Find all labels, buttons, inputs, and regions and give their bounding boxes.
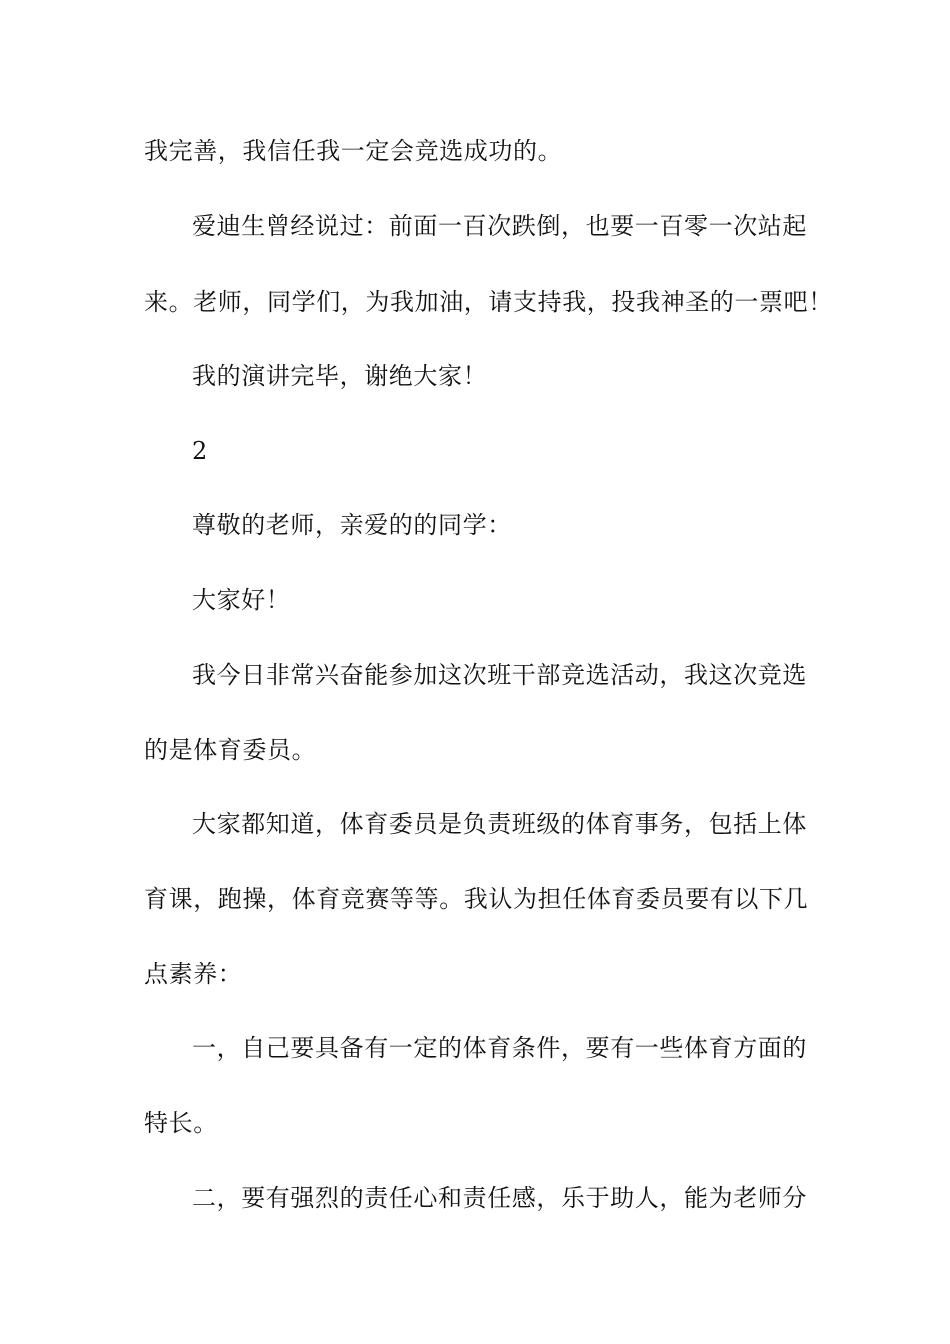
text-line: 尊敬的老师，亲爱的的同学： bbox=[192, 511, 512, 539]
text-line: 我今日非常兴奋能参加这次班干部竞选活动，我这次竞选 bbox=[192, 661, 807, 689]
text-line: 二，要有强烈的责任心和责任感，乐于助人，能为老师分 bbox=[192, 1184, 807, 1212]
section-number: 2 bbox=[192, 437, 208, 465]
text-line: 特长。 bbox=[144, 1109, 218, 1137]
text-line: 我完善，我信任我一定会竞选成功的。 bbox=[144, 137, 563, 165]
text-line: 的是体育委员。 bbox=[144, 736, 317, 764]
text-line: 爱迪生曾经说过：前面一百次跌倒，也要一百零一次站起 bbox=[192, 212, 807, 240]
text-line: 点素养： bbox=[144, 960, 243, 988]
text-line: 大家都知道，体育委员是负责班级的体育事务，包括上体 bbox=[192, 810, 807, 838]
text-line: 来。老师，同学们，为我加油，请支持我，投我神圣的一票吧！ bbox=[144, 288, 833, 316]
text-line: 大家好！ bbox=[192, 586, 291, 614]
text-line: 一，自己要具备有一定的体育条件，要有一些体育方面的 bbox=[192, 1034, 807, 1062]
text-line: 我的演讲完毕，谢绝大家！ bbox=[192, 362, 488, 390]
text-line: 育课，跑操，体育竞赛等等。我认为担任体育委员要有以下几 bbox=[144, 885, 809, 913]
